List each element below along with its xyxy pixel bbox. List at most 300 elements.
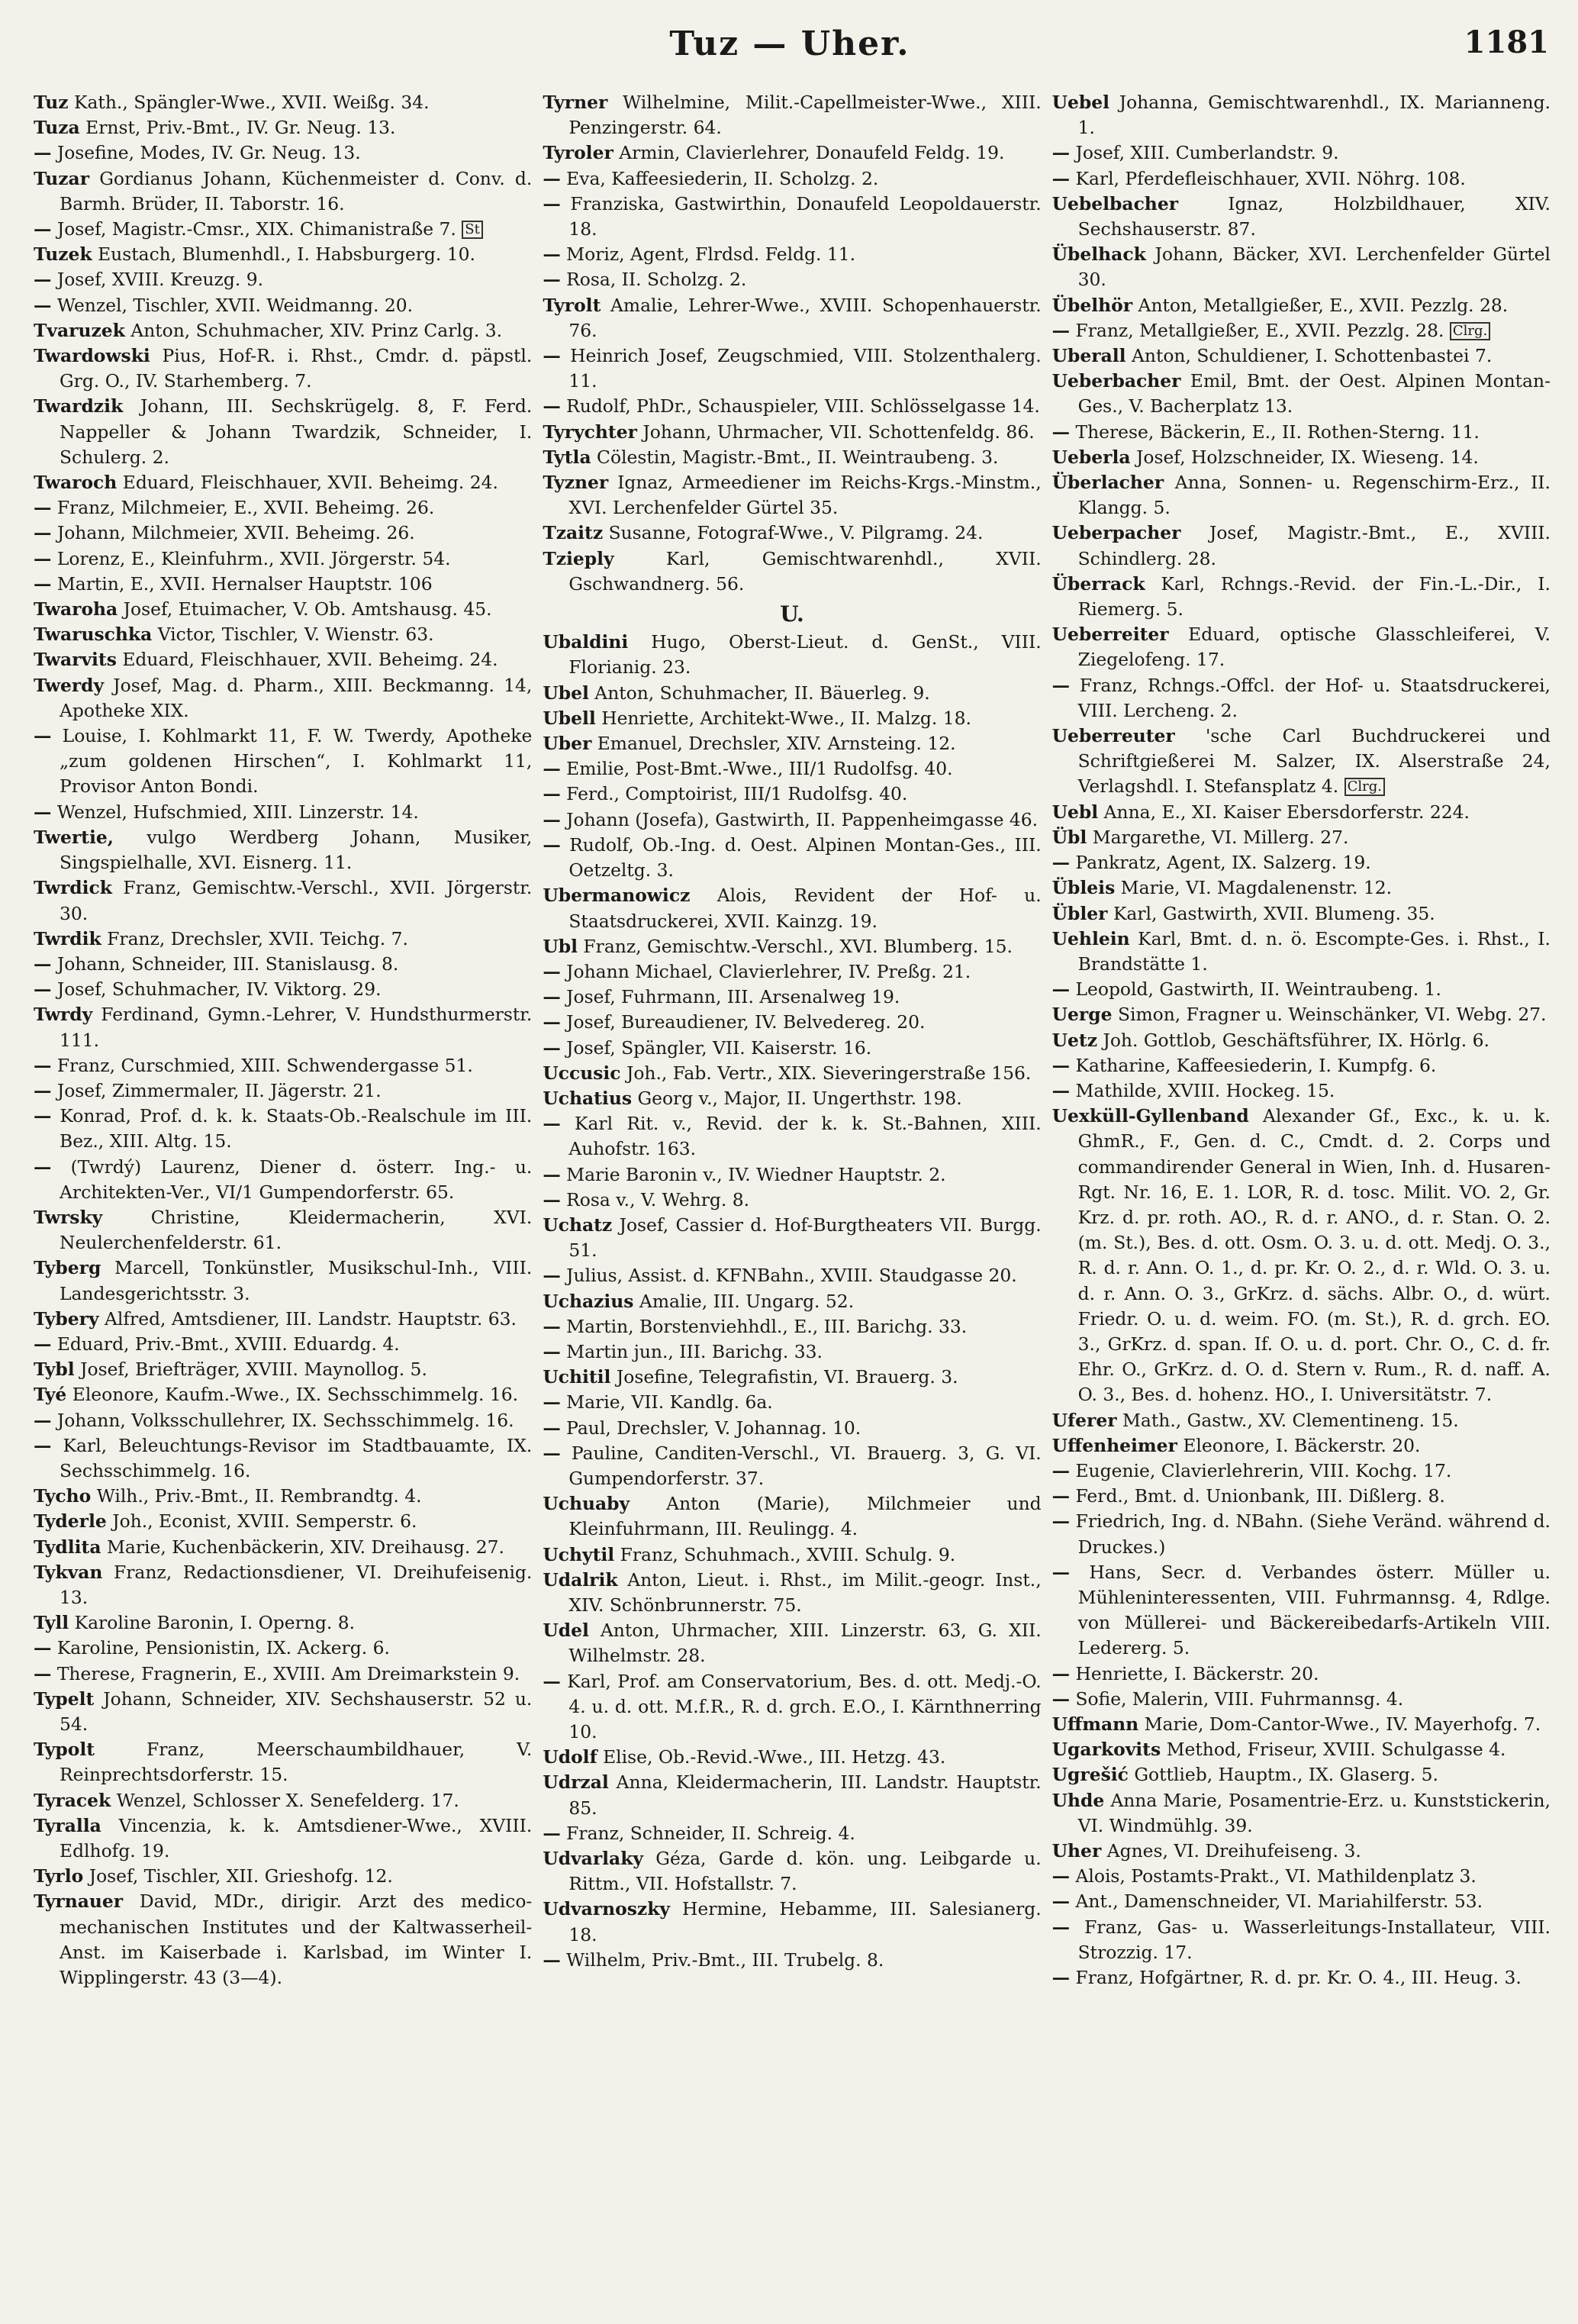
entry-surname: — — [34, 572, 52, 595]
entry-details: Ant., Damenschneider, VI. Mariahilferstr. 53. — [1075, 1890, 1483, 1913]
directory-entry — [1052, 140, 1551, 166]
directory-entry — [1052, 927, 1551, 977]
directory-entry — [543, 242, 1041, 267]
directory-entry — [34, 293, 532, 318]
directory-entry — [1052, 166, 1551, 192]
entry-surname: Tuzar — [34, 167, 90, 189]
entry-details: Ignaz, Holzbildhauer, XIV. Sechshauserstr. 87. — [1077, 192, 1551, 240]
directory-entry — [1052, 1762, 1551, 1787]
directory-entry — [34, 800, 532, 825]
entry-details: Franz, Gemischtw.-Verschl., XVII. Jörgerstr. 30. — [60, 877, 533, 924]
entry-surname: — — [1051, 978, 1071, 1001]
directory-entry — [543, 166, 1041, 192]
directory-entry — [543, 1010, 1041, 1035]
entry-details: Ferd., Bmt. d. Unionbank, III. Dißlerg. 8. — [1075, 1485, 1445, 1507]
column-left — [34, 90, 532, 2303]
entry-surname: — — [543, 758, 561, 780]
entry-details: Vincenzia, k. k. Amtsdiener-Wwe., XVIII. Edlhofg. 19. — [60, 1814, 533, 1862]
directory-entry — [34, 1002, 532, 1052]
entry-details: Eva, Kaffeesiederin, II. Scholzg. 2. — [566, 167, 879, 189]
entry-surname: Uchytil — [543, 1543, 615, 1565]
directory-entry — [1052, 800, 1551, 825]
directory-entry — [1052, 470, 1551, 521]
directory-entry — [1052, 521, 1551, 571]
directory-entry — [543, 833, 1041, 883]
entry-details: Therese, Bäckerin, E., II. Rothen-Sterng. 11. — [1075, 421, 1480, 443]
directory-entry — [543, 1086, 1041, 1111]
entry-surname: Tyrner — [543, 92, 608, 113]
entry-surname: — — [543, 395, 561, 417]
directory-entry — [34, 470, 532, 495]
directory-entry — [543, 959, 1041, 985]
entry-details: Gottlieb, Hauptm., IX. Glaserg. 5. — [1134, 1764, 1438, 1786]
entry-details: Elise, Ob.-Revid.-Wwe., III. Hetzg. 43. — [603, 1746, 946, 1768]
entry-surname: — — [1051, 421, 1071, 443]
column-middle — [543, 90, 1041, 2303]
entry-details: Agnes, VI. Dreihufeiseng. 3. — [1106, 1840, 1361, 1862]
directory-entry — [1052, 445, 1551, 470]
entry-surname: — — [543, 833, 561, 856]
entry-details: Paul, Drechsler, V. Johannag. 10. — [566, 1417, 861, 1439]
entry-surname: — — [34, 1434, 52, 1456]
entry-details: Rosa v., V. Wehrg. 8. — [566, 1188, 750, 1210]
entry-surname: Tyll — [34, 1612, 69, 1634]
entry-surname: — — [543, 167, 561, 189]
directory-entry — [543, 934, 1041, 959]
directory-entry — [34, 217, 532, 242]
entry-surname: — — [1051, 1662, 1071, 1684]
entry-details: Marie Baronin v., IV. Wiedner Hauptstr. 2. — [566, 1163, 946, 1185]
entry-surname: — — [543, 960, 561, 982]
entry-details: Marcell, Tonkünstler, Musikschul-Inh., VIII. Landesgerichtsstr. 3. — [60, 1257, 533, 1304]
entry-surname: Tytla — [543, 446, 591, 468]
entry-surname: — — [1051, 1890, 1071, 1913]
directory-entry — [1052, 1737, 1551, 1762]
directory-entry — [543, 731, 1041, 756]
directory-entry — [1052, 1915, 1551, 1965]
entry-surname: — — [543, 1391, 561, 1413]
entry-details: Pankratz, Agent, IX. Salzerg. 19. — [1075, 852, 1371, 874]
directory-entry — [34, 927, 532, 952]
entry-surname: Ueberreuter — [1051, 725, 1175, 747]
directory-entry — [34, 1155, 532, 1205]
entry-surname: Übl — [1051, 826, 1087, 848]
entry-details: Josef, Magistr.-Bmt., E., XVIII. Schindlerg. 28. — [1077, 522, 1551, 569]
entry-details: Josef, Zimmermaler, II. Jägerstr. 21. — [56, 1079, 382, 1101]
entry-surname: Udrzal — [543, 1771, 609, 1794]
directory-entry — [34, 1737, 532, 1787]
entry-surname: Tyrlo — [34, 1865, 84, 1887]
entry-surname: Ubaldini — [543, 631, 629, 653]
entry-details: Emanuel, Drechsler, XIV. Arnsteing. 12. — [597, 733, 956, 755]
entry-details: Franz, Gas- u. Wasserleitungs-Installateur, VIII. Strozzig. 17. — [1077, 1916, 1551, 1963]
entry-details: Amalie, III. Ungarg. 52. — [639, 1290, 855, 1312]
entry-details: Ferd., Comptoirist, III/1 Rudolfsg. 40. — [566, 783, 908, 805]
entry-details: Joh., Fab. Vertr., XIX. Sieveringerstraße 156. — [626, 1062, 1032, 1084]
entry-surname: Uffenheimer — [1051, 1434, 1177, 1456]
entry-details: Henriette, I. Bäckerstr. 20. — [1075, 1662, 1319, 1684]
directory-entry — [34, 1535, 532, 1560]
directory-entry — [34, 647, 532, 672]
directory-entry — [1052, 1662, 1551, 1687]
entry-surname: Ubermanowicz — [543, 885, 691, 907]
entry-details: Josef, Mag. d. Pharm., XIII. Beckmanng. 14, Apotheke XIX. — [60, 674, 533, 721]
entry-details: Lorenz, E., Kleinfuhrm., XVII. Jörgerstr. 54. — [56, 547, 451, 569]
entry-surname: — — [34, 801, 52, 823]
entry-surname: Tuza — [34, 117, 80, 139]
directory-entry — [543, 1745, 1041, 1770]
entry-surname: — — [34, 978, 52, 1001]
entry-details: Georg v., Major, II. Ungerthstr. 198. — [637, 1087, 962, 1109]
entry-details: Eugenie, Clavierlehrerin, VIII. Kochg. 17. — [1075, 1459, 1452, 1481]
entry-surname: Ubell — [543, 707, 596, 729]
entry-surname: — — [34, 1409, 52, 1431]
entry-details: Alois, Postamts-Prakt., VI. Mathildenplatz 3. — [1075, 1865, 1477, 1887]
entry-surname: — — [543, 1315, 561, 1337]
directory-entry — [543, 1568, 1041, 1618]
directory-entry — [543, 1339, 1041, 1365]
entry-surname: — — [543, 808, 561, 830]
entry-surname: — — [1051, 142, 1071, 164]
entry-surname: Uerge — [1051, 1004, 1113, 1026]
directory-entry — [543, 1188, 1041, 1213]
directory-entry — [543, 1770, 1041, 1820]
directory-entry — [1052, 572, 1551, 622]
directory-entry — [34, 166, 532, 217]
directory-entry — [34, 1864, 532, 1889]
entry-details: Josef, Bureaudiener, IV. Belvedereg. 20. — [566, 1011, 926, 1033]
entry-surname: Uccusic — [543, 1062, 621, 1084]
entry-details: Franz, Hofgärtner, R. d. pr. Kr. O. 4., III. Heug. 3. — [1075, 1967, 1522, 1989]
entry-details: Wenzel, Schlosser X. Senefelderg. 17. — [116, 1789, 459, 1811]
directory-entry — [543, 140, 1041, 166]
entry-details: Victor, Tischler, V. Wienstr. 63. — [157, 624, 434, 646]
entry-badge: Clrg. — [1450, 322, 1490, 340]
entry-surname: Tyberg — [34, 1257, 101, 1279]
entry-surname: — — [543, 1265, 561, 1287]
directory-entry — [543, 1416, 1041, 1441]
entry-details: David, MDr., dirigir. Arzt des medico-mechanischen Institutes und der Kaltwasserheil-Anst. im Kaiserbade i. Karlsbad, im Winter I. Wipplingerstr. 43 (3—4). — [60, 1890, 533, 1989]
entry-surname: — — [1051, 1485, 1071, 1507]
entry-surname: Tyroler — [543, 142, 613, 164]
directory-entry — [34, 1433, 532, 1484]
entry-details: Karl, Beleuchtungs-Revisor im Stadtbauamte, IX. Sechsschimmelg. 16. — [60, 1434, 533, 1481]
entry-details: Anton, Metallgießer, E., XVII. Pezzlg. 28. — [1138, 294, 1509, 316]
directory-entry — [1052, 369, 1551, 419]
entry-surname: Uchitil — [543, 1366, 611, 1388]
entry-surname: Twrdy — [34, 1004, 93, 1026]
entry-surname: Udvarnoszky — [543, 1898, 671, 1920]
directory-entry — [34, 1610, 532, 1636]
entry-details: Eduard, Fleischhauer, XVII. Beheimg. 24. — [122, 649, 498, 671]
directory-entry — [543, 470, 1041, 521]
directory-entry — [34, 521, 532, 546]
directory-entry — [543, 807, 1041, 833]
entry-details: Josef, XVIII. Kreuzg. 9. — [56, 269, 264, 291]
directory-entry — [543, 445, 1041, 470]
entry-surname: — — [543, 1670, 561, 1692]
entry-details: Joh., Econist, XVIII. Semperstr. 6. — [112, 1510, 417, 1533]
entry-surname: — — [1051, 1967, 1071, 1989]
entry-details: Johanna, Gemischtwarenhdl., IX. Marianneng. 1. — [1077, 92, 1551, 139]
directory-entry — [1052, 875, 1551, 901]
entry-details: Franz, Schneider, II. Schreig. 4. — [566, 1822, 855, 1844]
entry-surname: Ubel — [543, 682, 589, 704]
directory-entry — [1052, 1712, 1551, 1737]
directory-entry — [543, 267, 1041, 292]
directory-entry — [34, 1662, 532, 1687]
directory-entry — [1052, 1459, 1551, 1484]
directory-entry — [34, 1078, 532, 1104]
entry-details: Henriette, Architekt-Wwe., II. Malzg. 18. — [601, 707, 971, 729]
directory-entry — [543, 293, 1041, 343]
directory-entry — [34, 1687, 532, 1737]
entry-details: Josef, XIII. Cumberlandstr. 9. — [1075, 142, 1339, 164]
entry-details: Wenzel, Tischler, XVII. Weidmanng. 20. — [56, 294, 414, 316]
entry-surname: Twaruschka — [34, 624, 153, 646]
entry-surname: Uberall — [1051, 345, 1126, 367]
entry-details: Johann, Schneider, XIV. Sechshauserstr. 52 u. 54. — [60, 1687, 533, 1735]
entry-surname: — — [1051, 167, 1071, 189]
entry-details: Pius, Hof-R. i. Rhst., Cmdr. d. päpstl. Grg. O., IV. Starhemberg. 7. — [60, 345, 533, 392]
directory-entry — [543, 883, 1041, 933]
entry-details: Josefine, Modes, IV. Gr. Neug. 13. — [56, 142, 361, 164]
entry-details: Martin, E., XVII. Hernalser Hauptstr. 106 — [56, 572, 433, 595]
entry-surname: Uchatius — [543, 1087, 632, 1109]
page-number: 1181 — [1464, 24, 1549, 60]
directory-entry — [1052, 1408, 1551, 1433]
directory-entry — [34, 1053, 532, 1078]
directory-entry — [34, 318, 532, 343]
entry-details: Anton, Schuhmacher, II. Bäuerleg. 9. — [594, 682, 930, 704]
entry-details: Franz, Curschmied, XIII. Schwendergasse 51. — [56, 1054, 473, 1076]
entry-surname: — — [543, 1948, 561, 1971]
entry-surname: — — [1051, 1510, 1071, 1533]
entry-details: Karl, Pferdefleischhauer, XVII. Nöhrg. 108. — [1075, 167, 1466, 189]
entry-surname: — — [543, 1011, 561, 1033]
entry-details: Katharine, Kaffeesiederin, I. Kumpfg. 6. — [1075, 1054, 1437, 1076]
directory-entry — [1052, 1028, 1551, 1053]
entry-details: Martin jun., III. Barichg. 33. — [566, 1340, 823, 1362]
entry-details: (Twrdý) Laurenz, Diener d. österr. Ing.- u. Architekten-Ver., VI/1 Gumpendorferstr. 65. — [60, 1156, 533, 1203]
directory-entry — [34, 952, 532, 977]
directory-entry — [1052, 1484, 1551, 1509]
entry-surname: — — [1051, 319, 1071, 341]
entry-details: Josef, Cassier d. Hof-Burgtheaters VII. Burgg. 51. — [568, 1214, 1042, 1262]
entry-surname: — — [34, 294, 52, 316]
entry-surname: — — [34, 1637, 52, 1659]
entry-details: Therese, Fragnerin, E., XVIII. Am Dreimarkstein 9. — [56, 1662, 520, 1684]
entry-surname: — — [34, 142, 52, 164]
entry-details: Anton (Marie), Milchmeier und Kleinfuhrmann, III. Reulingg. 4. — [568, 1493, 1042, 1540]
entry-surname: Uber — [543, 733, 592, 755]
directory-entry — [1052, 1433, 1551, 1459]
entry-surname: Tybl — [34, 1359, 75, 1381]
entry-surname: — — [34, 1105, 52, 1127]
entry-surname: Ugarkovits — [1051, 1739, 1161, 1761]
entry-details: Franz, Redactionsdiener, VI. Dreihufeisenig. 13. — [60, 1561, 533, 1608]
directory-entry — [543, 1491, 1041, 1542]
entry-details: Karl Rit. v., Revid. der k. k. St.-Bahnen, XIII. Auhofstr. 163. — [568, 1113, 1042, 1160]
entry-surname: — — [1051, 1561, 1071, 1583]
directory-entry — [543, 985, 1041, 1010]
directory-entry — [1052, 242, 1551, 292]
entry-details: Eduard, Priv.-Bmt., XVIII. Eduardg. 4. — [56, 1333, 400, 1355]
directory-entry — [34, 115, 532, 140]
entry-details: Anna Marie, Posamentrie-Erz. u. Kunststickerin, VI. Windmühlg. 39. — [1077, 1789, 1551, 1836]
entry-surname: Ueberpacher — [1051, 522, 1181, 544]
entry-surname: — — [1051, 852, 1071, 874]
directory-entry — [543, 756, 1041, 782]
entry-surname: Uchatz — [543, 1214, 613, 1236]
entry-details: Mathilde, XVIII. Hockeg. 15. — [1075, 1079, 1335, 1101]
directory-entry — [34, 90, 532, 115]
directory-entry — [34, 1813, 532, 1864]
directory-entry — [34, 394, 532, 470]
entry-details: Josef, Holzschneider, IX. Wieseng. 14. — [1135, 446, 1479, 468]
entry-surname: Twrsky — [34, 1206, 103, 1228]
entry-surname: Tydlita — [34, 1536, 101, 1558]
entry-details: Pauline, Canditen-Verschl., VI. Brauerg. 3, G. VI. Gumpendorferstr. 37. — [568, 1442, 1042, 1489]
entry-details: Louise, I. Kohlmarkt 11, F. W. Twerdy, Apotheke „zum goldenen Hirschen“, I. Kohlmarkt 11, Provisor Anton Bondi. — [60, 725, 533, 798]
entry-details: Kath., Spängler-Wwe., XVII. Weißg. 34. — [74, 92, 430, 113]
entry-details: Martin, Borstenviehhdl., E., III. Barichg. 33. — [566, 1315, 968, 1337]
directory-entry — [34, 1788, 532, 1813]
directory-entry — [543, 521, 1041, 546]
entry-details: Karl, Bmt. d. n. ö. Escompte-Ges. i. Rhst., I. Brandstätte 1. — [1077, 927, 1551, 975]
entry-surname: — — [1051, 674, 1071, 696]
entry-surname: Twarvits — [34, 649, 117, 671]
entry-details: Johann (Josefa), Gastwirth, II. Pappenheimgasse 46. — [566, 808, 1039, 830]
entry-details: Johann, Bäcker, XVI. Lerchenfelder Gürtel 30. — [1077, 243, 1551, 291]
entry-details: Karoline, Pensionistin, IX. Ackerg. 6. — [56, 1637, 390, 1659]
entry-details: Johann, III. Sechskrügelg. 8, F. Ferd. Nappeller & Johann Twardzik, Schneider, I. Schulerg. 2. — [60, 395, 533, 468]
entry-surname: Udel — [543, 1620, 589, 1642]
entry-details: Anna, E., XI. Kaiser Ebersdorferstr. 224. — [1103, 801, 1470, 823]
directory-entry — [34, 673, 532, 724]
entry-details: Marie, VI. Magdalenenstr. 12. — [1120, 877, 1393, 899]
directory-entry — [543, 1542, 1041, 1568]
entry-surname: Uffmann — [1051, 1713, 1139, 1735]
entry-details: Anton, Schuldiener, I. Schottenbastei 7. — [1131, 345, 1493, 367]
entry-surname: Udalrik — [543, 1568, 618, 1591]
directory-entry — [543, 1846, 1041, 1897]
entry-surname: — — [34, 725, 52, 747]
directory-entry — [1052, 1788, 1551, 1839]
entry-surname: — — [34, 1156, 52, 1178]
entry-surname: Tycho — [34, 1485, 92, 1507]
entry-surname: Ueberla — [1051, 446, 1131, 468]
entry-surname: Uhde — [1051, 1789, 1105, 1811]
directory-entry — [1052, 1560, 1551, 1662]
entry-surname: Tyrnauer — [34, 1890, 124, 1913]
entry-details: Johann Michael, Clavierlehrer, IV. Preßg. 21. — [566, 960, 971, 982]
entry-surname: Tyrolt — [543, 294, 601, 316]
directory-entry — [543, 1162, 1041, 1188]
entry-surname: — — [34, 218, 52, 240]
entry-details: Marie, VII. Kandlg. 6a. — [566, 1391, 773, 1413]
entry-details: Wilhelm, Priv.-Bmt., III. Trubelg. 8. — [566, 1948, 884, 1971]
directory-entry — [1052, 343, 1551, 369]
entry-details: Franz, Rchngs.-Offcl. der Hof- u. Staatsdruckerei, VIII. Lercheng. 2. — [1077, 674, 1551, 721]
directory-entry — [34, 724, 532, 800]
running-title: Tuz — Uher. — [669, 24, 910, 63]
entry-details: Franz, Meerschaumbildhauer, V. Reinprechtsdorferstr. 15. — [60, 1739, 533, 1786]
entry-details: Ferdinand, Gymn.-Lehrer, V. Hundsthurmerstr. 111. — [60, 1004, 533, 1051]
entry-details: Karl, Rchngs.-Revid. der Fin.-L.-Dir., I. Riemerg. 5. — [1077, 572, 1551, 620]
entry-details: Ignaz, Armeediener im Reichs-Krgs.-Minstm., XVI. Lerchenfelder Gürtel 35. — [568, 472, 1042, 519]
entry-details: Eduard, optische Glasschleiferei, V. Ziegelofeng. 17. — [1077, 624, 1551, 671]
directory-entry — [34, 1104, 532, 1154]
entry-details: Franziska, Gastwirthin, Donaufeld Leopoldauerstr. 18. — [568, 192, 1042, 240]
entry-surname: Typelt — [34, 1687, 95, 1710]
directory-entry — [543, 90, 1041, 140]
entry-details: Gordianus Johann, Küchenmeister d. Conv. d. Barmh. Brüder, II. Taborstr. 16. — [60, 167, 533, 214]
entry-details: Franz, Drechsler, XVII. Teichg. 7. — [107, 927, 408, 949]
directory-entry — [1052, 1078, 1551, 1104]
directory-entry — [34, 1560, 532, 1610]
entry-details: Hans, Secr. d. Verbandes österr. Müller u. Mühleninteressenten, VIII. Fuhrmannsg. 4, Rdlge. von Müllerei- und Bäckereibedarfs-Artikeln VIII. Ledererg. 5. — [1077, 1561, 1551, 1659]
entry-surname: Tyrychter — [543, 421, 637, 443]
entry-surname: Tzieply — [543, 547, 614, 569]
entry-details: Johann, Uhrmacher, VII. Schottenfeldg. 86. — [642, 421, 1035, 443]
entry-details: Johann, Milchmeier, XVII. Beheimg. 26. — [56, 522, 415, 544]
entry-surname: Uebl — [1051, 801, 1099, 823]
entry-surname: — — [543, 192, 561, 214]
entry-surname: — — [34, 1662, 52, 1684]
directory-entry — [543, 1314, 1041, 1339]
entry-surname: — — [543, 1036, 561, 1059]
entry-surname: — — [543, 1163, 561, 1185]
directory-entry — [543, 1263, 1041, 1288]
entry-details: Emil, Bmt. der Oest. Alpinen Montan-Ges., V. Bacherplatz 13. — [1077, 370, 1551, 417]
entry-surname: Typolt — [34, 1739, 95, 1761]
entry-surname: Uexküll-Gyllenband — [1051, 1105, 1249, 1127]
entry-details: Anton, Lieut. i. Rhst., im Milit.-geogr. Inst., XIV. Schönbrunnerstr. 75. — [568, 1568, 1042, 1616]
entry-surname: — — [543, 1417, 561, 1439]
directory-entry — [34, 1307, 532, 1332]
entry-surname: Twardzik — [34, 395, 124, 417]
entry-surname: — — [543, 1113, 561, 1135]
entry-details: Franz, Gemischtw.-Verschl., XVI. Blumberg. 15. — [583, 935, 1013, 957]
directory-entry — [34, 1205, 532, 1255]
entry-details: Franz, Metallgießer, E., XVII. Pezzlg. 28. — [1075, 319, 1444, 341]
directory-entry — [543, 394, 1041, 419]
directory-entry — [543, 1213, 1041, 1263]
directory-entry — [543, 420, 1041, 445]
entry-surname: — — [1051, 1459, 1071, 1481]
directory-entry — [543, 1821, 1041, 1846]
directory-entry — [34, 242, 532, 267]
directory-entry — [543, 1111, 1041, 1162]
directory-entry — [34, 1382, 532, 1407]
entry-surname: — — [34, 547, 52, 569]
directory-entry — [543, 782, 1041, 807]
entry-details: Josefine, Telegrafistin, VI. Brauerg. 3. — [616, 1366, 958, 1388]
entry-details: Armin, Clavierlehrer, Donaufeld Feldg. 19. — [619, 142, 1005, 164]
entry-details: Konrad, Prof. d. k. k. Staats-Ob.-Realschule im III. Bez., XIII. Altg. 15. — [60, 1105, 533, 1152]
entry-details: Emilie, Post-Bmt.-Wwe., III/1 Rudolfsg. 40. — [566, 758, 953, 780]
directory-entry — [34, 597, 532, 622]
entry-details: Karl, Gemischtwarenhdl., XVII. Gschwandnerg. 56. — [568, 547, 1042, 595]
directory-entry — [1052, 901, 1551, 927]
entry-details: Anton, Schuhmacher, XIV. Prinz Carlg. 3. — [130, 319, 503, 341]
entry-details: Johann, Schneider, III. Stanislausg. 8. — [56, 952, 399, 975]
entry-details: Simon, Fragner u. Weinschänker, VI. Webg. 27. — [1117, 1004, 1547, 1026]
entry-details: Alois, Revident der Hof- u. Staatsdruckerei, XVII. Kainzg. 19. — [568, 885, 1042, 932]
entry-surname: Tvaruzek — [34, 319, 125, 341]
entry-details: Amalie, Lehrer-Wwe., XVIII. Schopenhauerstr. 76. — [568, 294, 1042, 341]
